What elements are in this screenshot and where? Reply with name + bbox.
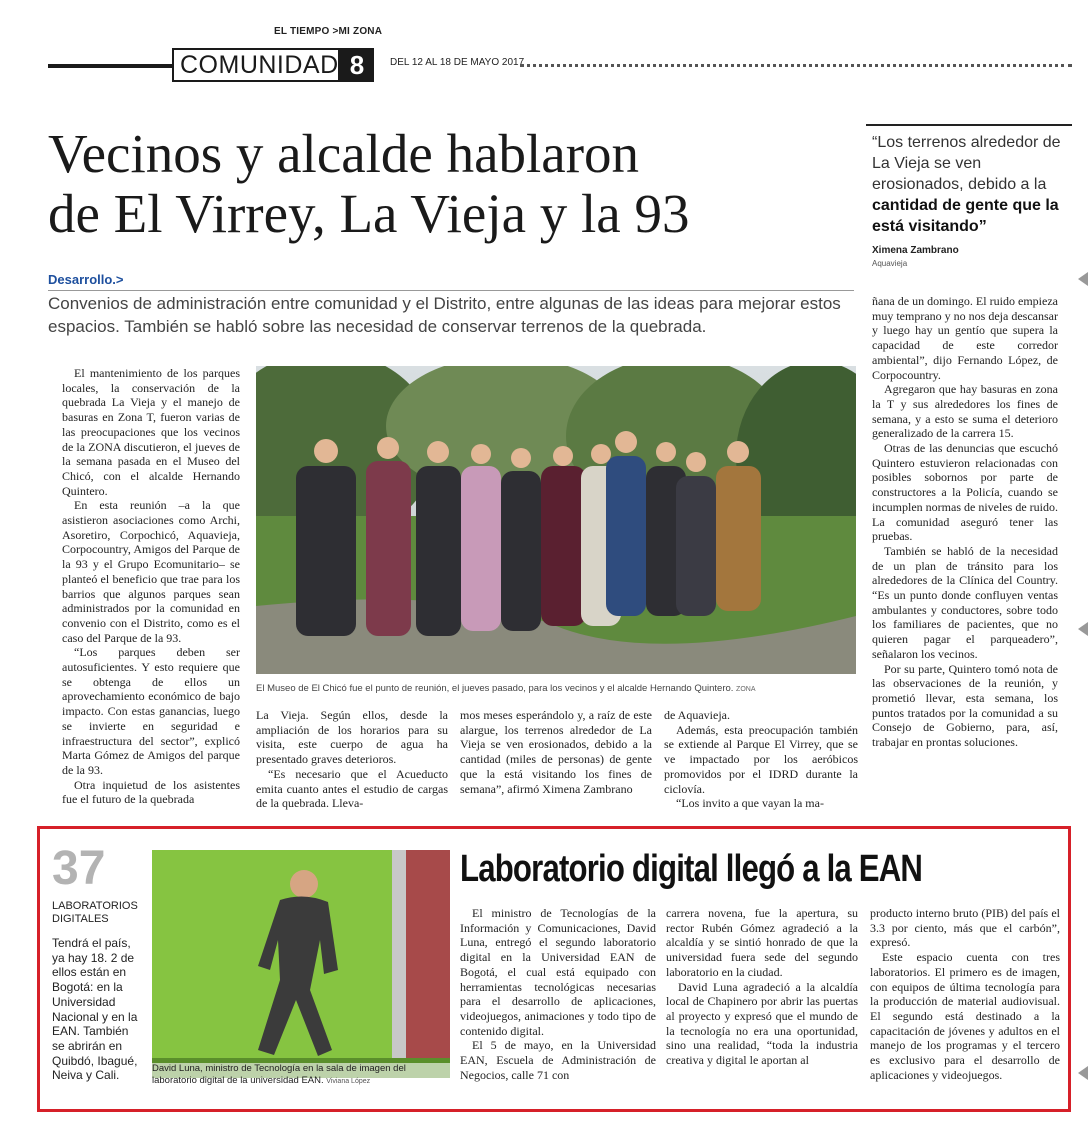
quote-emphasis: cantidad de gente que la está visitando” [872, 197, 1059, 235]
stat-number: 37 [52, 842, 106, 895]
article-column-3 [460, 708, 652, 796]
paragraph: El ministro de Tecnologías de la Información y Comunicaciones, David Luna, entregó el segundo laboratorio digital en la Universidad EAN de Bogotá, el cual está equipado con herramientas tecnológicas necesarias para el desarrollo de aplicaciones, videojuegos, animaciones y todo tipo de contenido digital. [460, 906, 656, 1038]
article-column-2 [256, 708, 448, 811]
header-rule-right [520, 64, 1072, 67]
main-photo [256, 366, 856, 674]
section-label-box [172, 48, 340, 82]
quote-rule [866, 124, 1072, 126]
sidebar-photo [152, 850, 450, 1078]
paragraph: carrera novena, fue la apertura, su rector Rubén Gómez agradeció a la alcaldía y se sintió honrado de que la universidad fuera sede del segundo laboratorio en la ciudad. [666, 906, 858, 979]
page-number: 8 [340, 48, 374, 82]
pull-quote [872, 132, 1072, 237]
paragraph: Otras de las denuncias que escuchó Quintero estuvieron relacionadas con posibles sobornos por parte de constructores a la Policía, cuando se incumplen normas de niveles de ruido. La comunidad aseguró tener las pruebas. [872, 441, 1058, 544]
paragraph: ñana de un domingo. El ruido empieza muy temprano y no nos deja descansar y luego hay un gentío que supera la capacidad de este corredor ambiental”, dijo Fernando López, de Corpocountry. [872, 294, 1058, 382]
paragraph: Además, esta preocupación también se extiende al Parque El Virrey, que se ve impactado por los aeróbicos promovidos por el IDRD durante la ciclovía. [664, 722, 858, 796]
stat-label: LABORATORIOS DIGITALES [52, 900, 138, 925]
paragraph: mos meses esperándolo y, a raíz de este alargue, los terrenos alrededor de La Vieja se ven erosionados, debido a la cantidad (miles de personas) de gente que la está visitando los fines de semana”, afirmó Ximena Zambrano [460, 708, 652, 796]
paragraph: La Vieja. Según ellos, desde la ampliación de los horarios para su visita, este cuerpo de agua ha presentado graves deterioros. [256, 708, 448, 767]
headline-line-1: Vecinos y alcalde hablaron [48, 123, 640, 184]
section-name: COMUNIDAD [180, 50, 339, 79]
sidebar-column-3 [870, 906, 1060, 1082]
article-kicker: Desarrollo.> [48, 272, 124, 287]
deck-divider [48, 290, 854, 291]
quote-author: Ximena Zambrano [872, 245, 959, 256]
quote-text: “Los terrenos alrededor de La Vieja se ven erosionados, debido a la [872, 134, 1061, 193]
paragraph: de Aquavieja. [664, 708, 730, 722]
paragraph: “Los invito a que vayan la ma- [676, 796, 824, 811]
issue-date: DEL 12 AL 18 DE MAYO 2017 [390, 57, 525, 68]
article-column-1 [62, 366, 240, 807]
paragraph: “Los parques deben ser autosuficientes. Y esto requiere que se obtenga de ellos un aprovechamiento económico de bajo impacto. Con estas ganancias, luego se invierte en seguridad e infraestructura del sector”, explicó Marta Gómez de Amigos del parque de la 93. [62, 645, 240, 777]
paragraph: En esta reunión –a la que asistieron asociaciones como Archi, Asoretiro, Corpochicó, Aquavieja, Corpocountry, Amigos del Parque de la 93 y el Grupo Ecomunitario– se planteó el beneficio que trae para los barrios que algunos parques sean administrados por la comunidad en convenio con el Distrito, como es el caso del Parque de la 93. [62, 498, 240, 645]
margin-arrow-icon [1078, 1066, 1088, 1080]
quote-role: Aquavieja [872, 259, 908, 268]
photo-caption-text: El Museo de El Chicó fue el punto de reunión, el jueves pasado, para los vecinos y el alcalde Hernando Quintero. [256, 683, 734, 694]
photo-caption [256, 683, 856, 694]
sidebar-caption-text: David Luna, ministro de Tecnología en la sala de imagen del laboratorio digital de la universidad EAN. [152, 1063, 406, 1086]
paragraph: Otra inquietud de los asistentes fue el futuro de la quebrada [62, 777, 240, 807]
sidebar-photo-caption [152, 1063, 452, 1088]
sidebar-headline: Laboratorio digital llegó a la EAN [460, 848, 923, 890]
header-rule-left [48, 64, 172, 68]
paragraph: Agregaron que hay basuras en zona la T y sus alrededores los fines de semana, y a esto se suma el deterioro generalizado de la carrera 15. [872, 382, 1058, 441]
paragraph: Este espacio cuenta con tres laboratorios. El primero es de imagen, con equipos de última tecnología para la producción de material audiovisual. El segundo está destinado a la capacitación de jóvenes y adultos en el manejo de los programas y el tercero es exclusivo para el desarrollo de aplicaciones y videojuegos. [870, 950, 1060, 1082]
paragraph: Por su parte, Quintero tomó nota de las observaciones de la reunión, y prometió llevar, esta semana, los puntos tratados por la comunidad a su Consejo de Gobierno, para, así, trabajar en prontas soluciones. [872, 661, 1058, 750]
paragraph: producto interno bruto (PIB) del país el 3.3 por ciento, más que el carbón”, expresó. [870, 906, 1060, 950]
paragraph: David Luna agradeció a la alcaldía local de Chapinero por abrir las puertas al proyecto y expresó que el mundo de la tecnología no era una oportunidad, sino una realidad, “toda la industria creativa y digital le aportan al [666, 979, 858, 1068]
headline-line-2: de El Virrey, La Vieja y la 93 [48, 183, 690, 244]
photo-credit: ZONA [736, 686, 756, 693]
margin-arrow-icon [1078, 622, 1088, 636]
minister-photo-illustration [152, 850, 450, 1078]
sidebar-column-2 [666, 906, 858, 1068]
margin-arrow-icon [1078, 272, 1088, 286]
article-headline [48, 124, 848, 244]
article-deck: Convenios de administración entre comunidad y el Distrito, entre algunas de las ideas para mejorar estos espacios. También se habló sobre las necesidad de conservar terrenos de la quebrada. [48, 294, 841, 336]
article-column-4 [664, 708, 858, 811]
group-photo-illustration [256, 366, 856, 674]
article-column-5 [872, 294, 1058, 750]
stat-text: Tendrá el país, ya hay 18. 2 de ellos están en Bogotá: en la Universidad Nacional y en la EAN. También se abrirán en Quibdó, Ibagué, Neiva y Cali. [52, 936, 138, 1083]
sidebar-photo-credit: Viviana López [326, 1078, 371, 1085]
sidebar-column-1 [460, 906, 656, 1082]
paragraph: También se habló de la necesidad de un plan de tránsito para los alrededores de la Clínica del Country. “Es un punto donde confluyen ventas ambulantes y conductores, sobre todo los familiares de pacientes, que no quieren pagar el parqueadero”, señalaron los vecinos. [872, 543, 1058, 661]
paragraph: El mantenimiento de los parques locales, la conservación de la quebrada La Vieja y el manejo de basuras en Zona T, fueron varias de las preocupaciones que los vecinos de la ZONA discutieron, el jueves de la semana pasada en el Museo del Chicó, con el alcalde Hernando Quintero. [62, 366, 240, 498]
publication-brand: EL TIEMPO >MI ZONA [274, 26, 383, 37]
paragraph: “Es necesario que el Acueducto emita cuanto antes el estudio de cargas de la quebrada. Lleva- [256, 766, 448, 811]
paragraph: El 5 de mayo, en la Universidad EAN, Escuela de Administración de Negocios, calle 71 con [460, 1038, 656, 1082]
